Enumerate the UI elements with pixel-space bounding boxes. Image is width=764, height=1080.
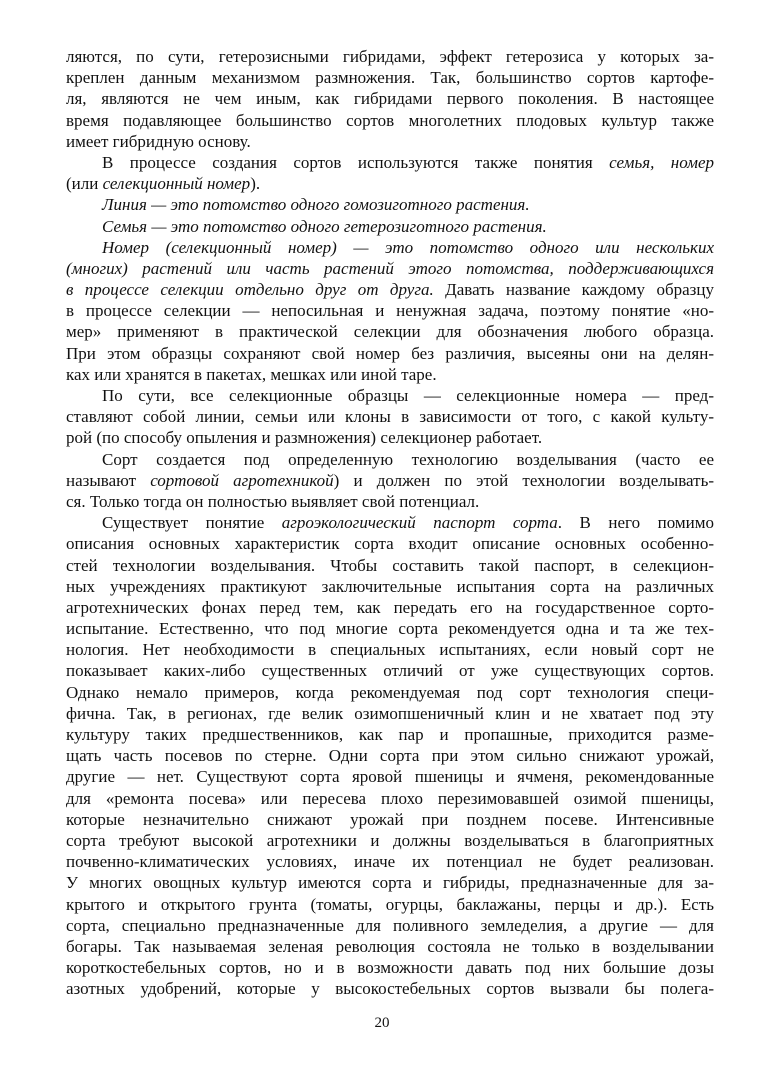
text-line	[66, 894, 714, 915]
text-line	[66, 915, 714, 936]
text-segment: ) и должен по этой технологии возделывать-	[333, 470, 714, 490]
text-line	[66, 470, 714, 491]
text-segment: агротехнических фонах перед тем, как передать его на государственное сорто-	[66, 597, 714, 617]
text-line	[66, 703, 714, 724]
text-segment: рой (по способу опыления и размножения) селекционер работает.	[66, 428, 543, 448]
text-line	[66, 618, 714, 639]
text-segment: описания основных характеристик сорта входит описание основных особенно-	[66, 534, 714, 554]
text-segment: сорта требуют высокой агротехники и должны возделываться в благоприятных	[66, 830, 714, 850]
text-line	[66, 978, 714, 999]
italic-text: семья, номер	[609, 152, 714, 172]
text-line	[66, 300, 714, 321]
text-line	[66, 957, 714, 978]
text-segment: другие — нет. Существуют сорта яровой пшеницы и ячменя, рекомендованные	[66, 767, 714, 787]
text-line	[66, 555, 714, 576]
text-line	[66, 427, 714, 448]
text-segment: называют	[66, 470, 151, 490]
text-line	[66, 491, 714, 512]
text-segment: нология. Нет необходимости в специальных испытаниях, если новый сорт не	[66, 640, 714, 660]
text-segment: В процессе создания сортов используются также понятия	[102, 152, 610, 172]
text-segment: щать часть посевов по стерне. Одни сорта при этом сильно снижают урожай,	[66, 746, 714, 766]
text-line	[66, 682, 714, 703]
text-segment: фична. Так, в регионах, где велик озимопшеничный клин и не хватает под эту	[66, 703, 714, 723]
text-segment: ся. Только тогда он полностью выявляет свой потенциал.	[66, 491, 480, 511]
text-segment: Существует понятие	[102, 513, 282, 533]
text-line	[66, 745, 714, 766]
text-line	[66, 343, 714, 364]
text-line	[66, 258, 714, 279]
text-line	[66, 851, 714, 872]
italic-text: в процессе селекции отдельно друг от друга.	[66, 280, 434, 300]
text-segment: крытого и открытого грунта (томаты, огурцы, баклажаны, перцы и др.). Есть	[66, 894, 714, 914]
text-segment: Сорт создается под определенную технологию возделывания (часто ее	[102, 449, 714, 469]
text-segment: ках или хранятся в пакетах, мешках или иной таре.	[66, 364, 437, 384]
text-segment: почвенно-климатических условиях, иначе их потенциал не будет реализован.	[66, 852, 714, 872]
italic-text: Семья — это потомство одного гетерозиготного растения.	[102, 216, 547, 236]
text-segment: ля, являются не чем иным, как гибридами первого поколения. В настоящее	[66, 89, 714, 109]
text-line	[66, 385, 714, 406]
text-line	[66, 660, 714, 681]
text-segment: Однако немало примеров, когда рекомендуемая под сорт технология специ-	[66, 682, 714, 702]
text-line	[66, 216, 714, 237]
text-line	[66, 173, 714, 194]
text-segment: ляются, по сути, гетерозисными гибридами, эффект гетерозиса у которых за-	[66, 47, 714, 66]
text-segment: время подавляющее большинство сортов многолетних плодовых культур также	[66, 110, 714, 130]
italic-text: Линия — это потомство одного гомозиготного растения.	[102, 195, 530, 215]
text-segment: короткостебельных сортов, но и в возможности давать под них большие дозы	[66, 958, 714, 978]
page-number: 20	[374, 1015, 390, 1031]
text-segment: При этом образцы сохраняют свой номер без различия, высеяны они на делян-	[66, 343, 714, 363]
text-segment: стей технологии возделывания. Чтобы составить такой паспорт, в селекцион-	[66, 555, 714, 575]
text-line	[66, 788, 714, 809]
italic-text: агроэкологический паспорт сорта	[281, 513, 558, 533]
text-line	[66, 597, 714, 618]
text-segment: имеет гибридную основу.	[66, 131, 251, 151]
text-line	[66, 406, 714, 427]
text-segment: . В него помимо	[557, 513, 715, 533]
text-line	[66, 724, 714, 745]
text-line	[66, 809, 714, 830]
text-segment: ).	[250, 174, 261, 194]
text-line	[66, 321, 714, 342]
text-line	[66, 194, 714, 215]
text-line	[66, 110, 714, 131]
text-line	[66, 152, 714, 173]
text-line	[66, 131, 714, 152]
text-segment: испытание. Естественно, что под многие сорта рекомендуется одна и та же тех-	[66, 619, 714, 639]
text-segment: богары. Так называемая зеленая революция состояла не только в возделывании	[66, 936, 714, 956]
text-line	[66, 279, 714, 300]
text-segment: для «ремонта посева» или пересева плохо перезимовавшей озимой пшеницы,	[66, 788, 714, 808]
text-segment: (или	[66, 174, 103, 194]
text-segment: ных учреждениях практикуют заключительные испытания сорта на различных	[66, 576, 714, 596]
text-line	[66, 533, 714, 554]
text-segment: У многих овощных культур имеются сорта и гибриды, предназначенные для за-	[66, 873, 714, 893]
text-segment: креплен данным механизмом размножения. Так, большинство сортов картофе-	[66, 68, 714, 88]
italic-text: селекционный номер	[102, 174, 251, 194]
text-line	[66, 512, 714, 533]
text-line	[66, 449, 714, 470]
text-segment: ставляют собой линии, семьи или клоны в зависимости от того, с какой культу-	[66, 407, 714, 427]
italic-text: Номер (селекционный номер) — это потомство одного или нескольких	[102, 237, 714, 257]
text-segment: в процессе селекции — непосильная и ненужная задача, поэтому понятие «но-	[66, 301, 714, 321]
text-segment: показывает каких-либо существенных отличий от уже существующих сортов.	[66, 661, 714, 681]
text-segment: Давать название каждому образцу	[433, 280, 714, 300]
text-segment: сорта, специально предназначенные для поливного земледелия, а другие — для	[66, 915, 714, 935]
text-line	[66, 88, 714, 109]
text-line	[66, 67, 714, 88]
text-segment: мер» применяют в практической селекции для обозначения любого образца.	[66, 322, 714, 342]
text-segment: азотных удобрений, которые у высокостебельных сортов вызвали бы полега-	[66, 979, 714, 999]
text-segment: По сути, все селекционные образцы — селекционные номера — пред-	[102, 386, 714, 405]
text-line	[66, 639, 714, 660]
text-line	[66, 237, 714, 258]
text-line	[66, 936, 714, 957]
text-line	[66, 830, 714, 851]
text-line	[66, 872, 714, 893]
text-line	[66, 364, 714, 385]
body-text	[66, 46, 714, 999]
italic-text: сортовой агротехникой	[150, 470, 334, 490]
text-segment: которые незначительно снижают урожай при позднем посеве. Интенсивные	[66, 809, 714, 829]
text-line	[66, 46, 714, 67]
italic-text: (многих) растений или часть растений этого потомства, поддерживающихся	[66, 258, 714, 278]
text-line	[66, 766, 714, 787]
text-line	[66, 576, 714, 597]
text-segment: культуру таких предшественников, как пар и пропашные, приходится разме-	[66, 725, 714, 744]
